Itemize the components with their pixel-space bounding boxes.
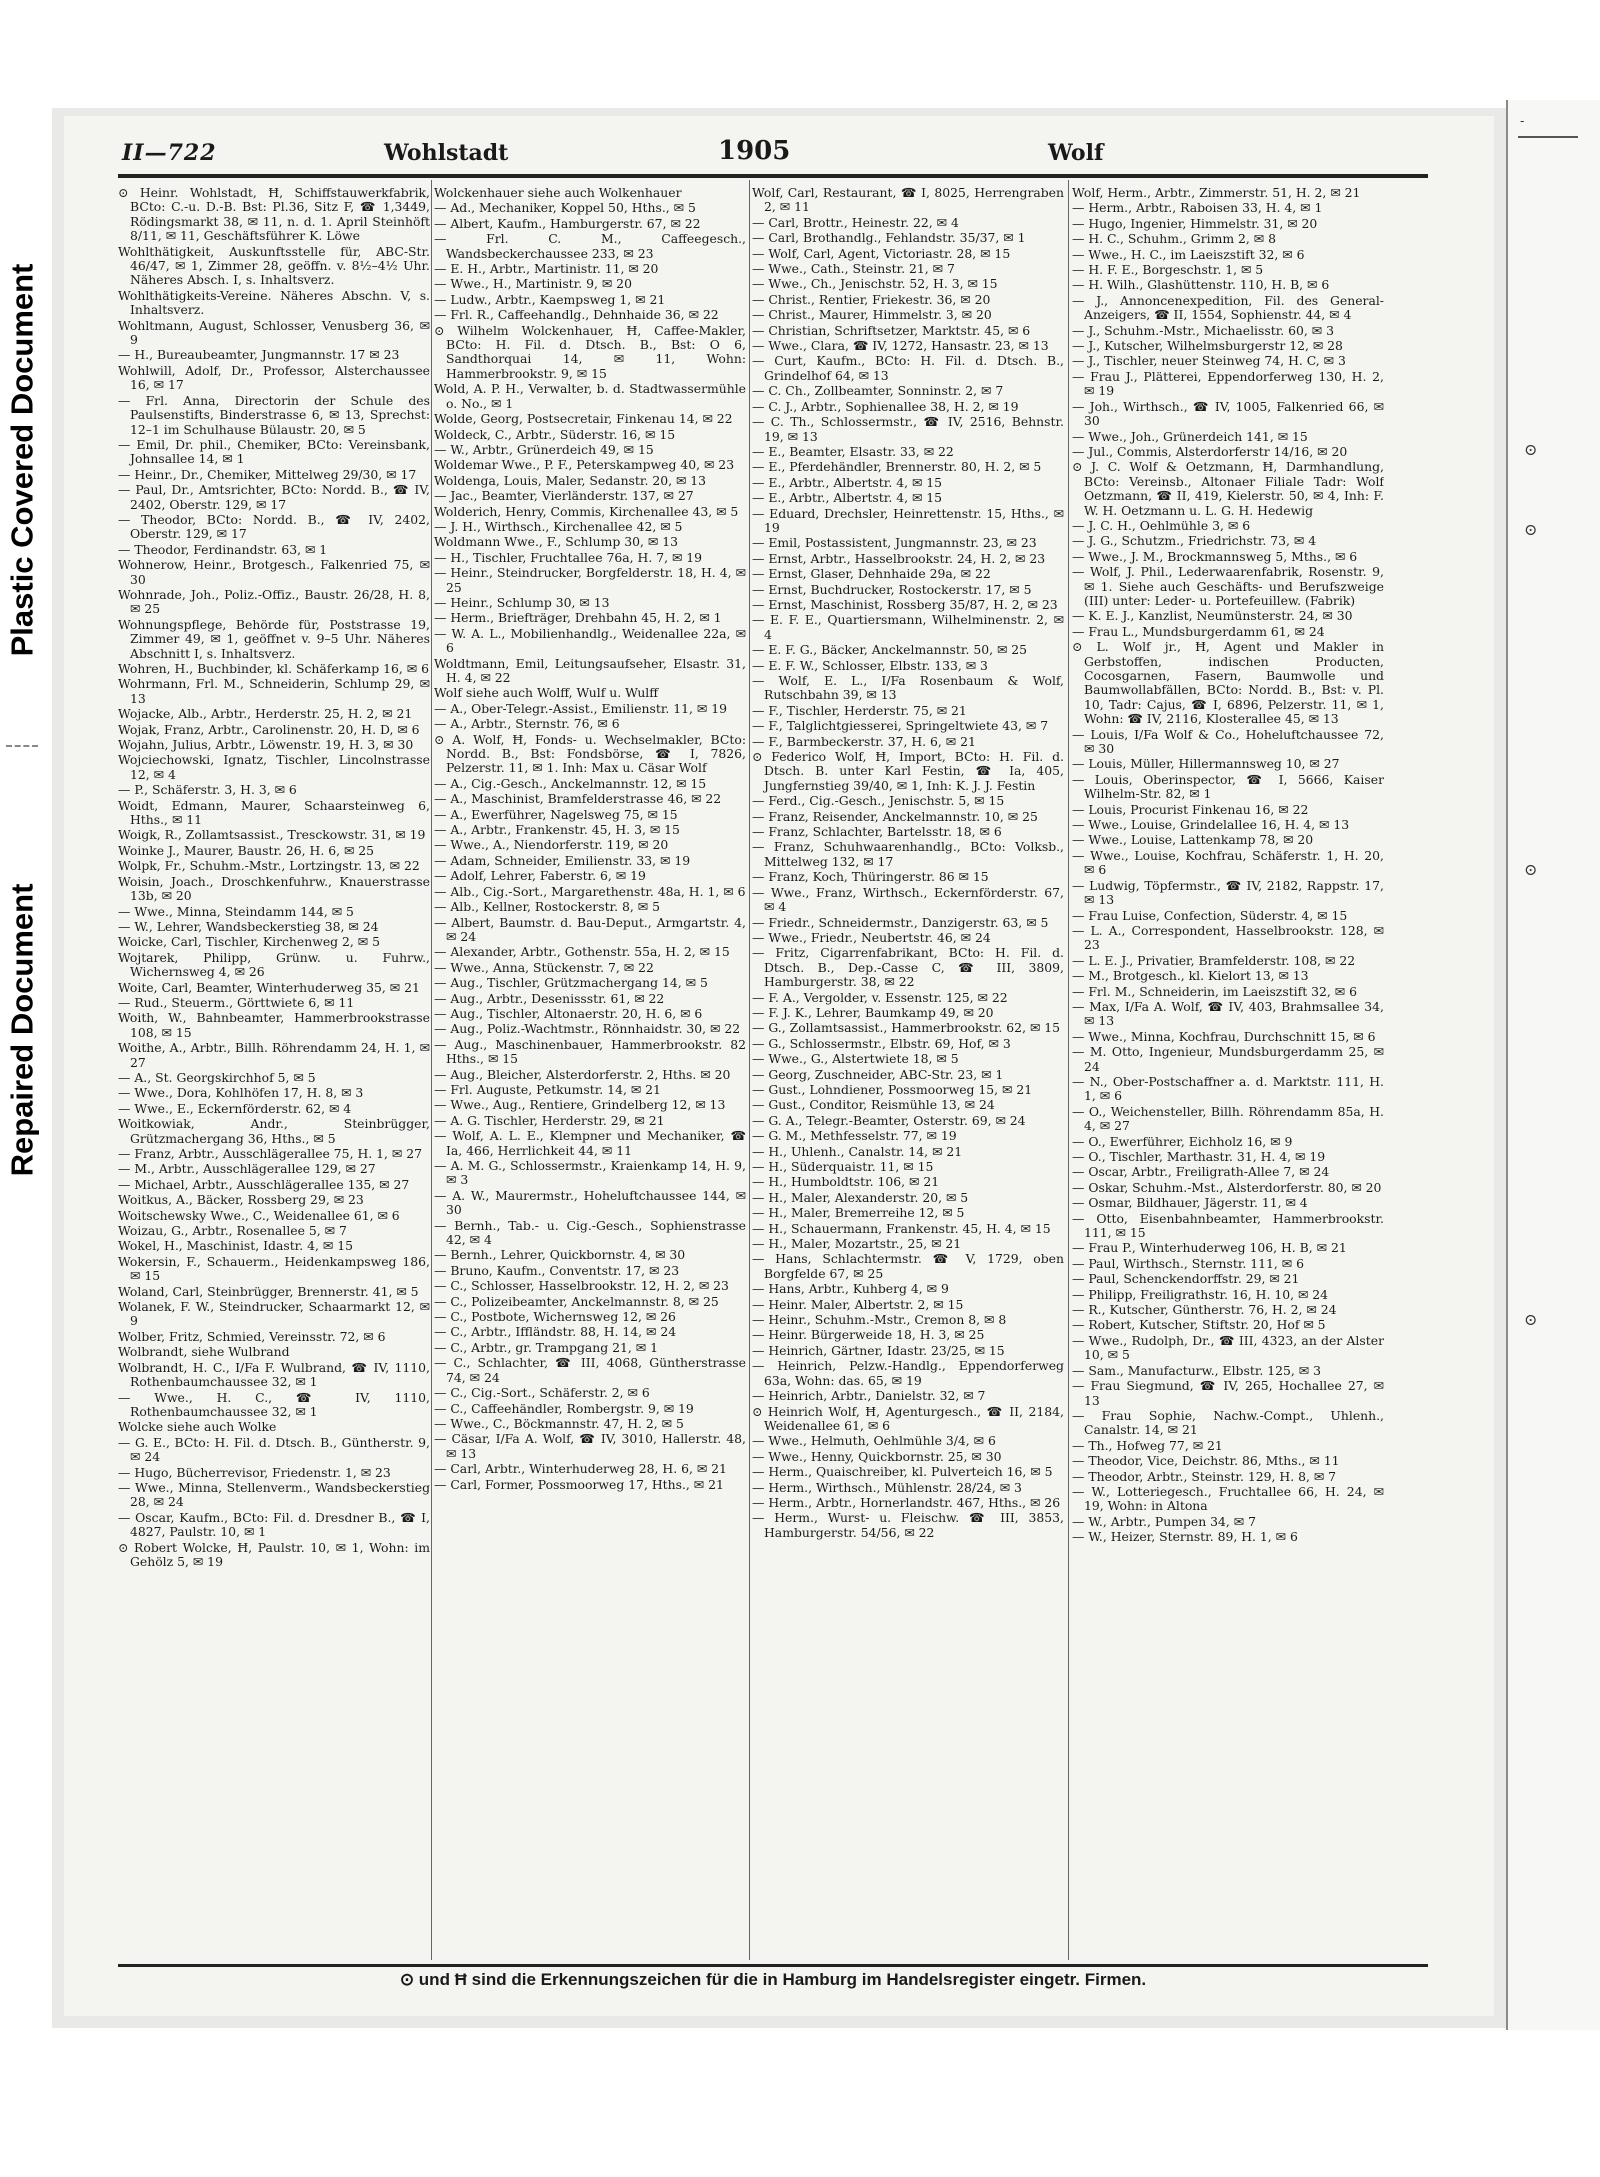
directory-entry: — Wwe., Franz, Wirthsch., Eckernförderstr. 67, ✉ 4 [752,884,1064,915]
directory-entry: — Wwe., J. M., Brockmannsweg 5, Mths., ✉ 6 [1072,548,1358,564]
directory-entry: — Wwe., Ch., Jenischstr. 52, H. 3, ✉ 15 [752,276,998,292]
directory-entry: — Alb., Kellner, Rostockerstr. 8, ✉ 5 [434,899,660,915]
directory-entry: Wohltmann, August, Schlosser, Venusberg 36, ✉ 9 [118,317,430,348]
directory-entry: — Ludw., Arbtr., Kaempsweg 1, ✉ 21 [434,291,666,307]
directory-entry: — Theodor, Ferdinandstr. 63, ✉ 1 [118,541,328,557]
directory-entry: — Michael, Arbtr., Ausschlägerallee 135, ✉ 27 [118,1176,410,1192]
directory-entry: — Wwe., E., Eckernförderstr. 62, ✉ 4 [118,1100,352,1116]
directory-entry: — Albert, Kaufm., Hamburgerstr. 67, ✉ 22 [434,215,701,231]
directory-entry: — C., Postbote, Wichernsweg 12, ✉ 26 [434,1309,676,1325]
directory-entry: Wolpk, Fr., Schuhm.-Mstr., Lortzingstr. 13, ✉ 22 [118,858,420,874]
directory-entry: — Bernh., Tab.- u. Cig.-Gesch., Sophienstrasse 42, ✉ 4 [434,1217,746,1248]
directory-entry: — Wwe., G., Alstertwiete 18, ✉ 5 [752,1051,959,1067]
directory-entry: Wolckenhauer siehe auch Wolkenhauer [434,186,682,200]
directory-entry: Wojtarek, Philipp, Grünw. u. Fuhrw., Wichernsweg 4, ✉ 26 [118,949,430,980]
directory-entry: — Frl. R., Caffeehandlg., Dehnhaide 36, ✉ 22 [434,307,719,323]
directory-entry: — Herm., Arbtr., Raboisen 33, H. 4, ✉ 1 [1072,200,1323,216]
directory-entry: — Aug., Tischler, Grützmachergang 14, ✉ 5 [434,975,708,991]
directory-entry: — J. H., Wirthsch., Kirchenallee 42, ✉ 5 [434,518,683,534]
directory-entry: — Heinr., Steindrucker, Borgfelderstr. 18, H. 4, ✉ 25 [434,565,746,595]
directory-entry: Wokel, H., Maschinist, Idastr. 4, ✉ 15 [118,1238,353,1254]
directory-entry: — C., Schlachter, ☎ III, 4068, Güntherstrasse 74, ✉ 24 [434,1355,746,1385]
directory-entry: — Carl, Arbtr., Winterhuderweg 28, H. 6, ✉ 21 [434,1461,727,1477]
directory-entry: — C., Polizeibeamter, Anckelmannstr. 8, ✉ 25 [434,1293,719,1309]
directory-entry: — Adolf, Lehrer, Faberstr. 6, ✉ 19 [434,868,646,884]
directory-entry: — H., Humboldtstr. 106, ✉ 21 [752,1174,940,1190]
directory-entry: — Louis, I/Fa Wolf & Co., Hoheluftchaussee 72, ✉ 30 [1072,726,1384,757]
directory-entry: Wojak, Franz, Arbtr., Carolinenstr. 20, H. D, ✉ 6 [118,721,420,737]
directory-entry: — Wwe., H. C., im Laeiszstift 32, ✉ 6 [1072,246,1305,262]
directory-entry: Wold, A. P. H., Verwalter, b. d. Stadtwassermühle o. No., ✉ 1 [434,381,746,411]
directory-entry: — Oscar, Kaufm., BCto: Fil. d. Dresdner B., ☎ I, 4827, Paulstr. 10, ✉ 1 [118,1509,430,1540]
directory-entry: — Wwe., Louise, Lattenkamp 78, ✉ 20 [1072,832,1314,848]
directory-entry: — Sam., Manufacturw., Elbstr. 125, ✉ 3 [1072,1362,1321,1378]
directory-entry: — A., Maschinist, Bramfelderstrasse 46, ✉ 22 [434,791,722,807]
directory-entry: — Wwe., Friedr., Neubertstr. 46, ✉ 24 [752,929,991,945]
directory-entry: — E., Beamter, Elsastr. 33, ✉ 22 [752,443,954,459]
directory-entry: — Herm., Arbtr., Hornerlandstr. 467, Hths., ✉ 26 [752,1494,1061,1510]
directory-entry: Wohlwill, Adolf, Dr., Professor, Alsterchaussee 16, ✉ 17 [118,362,430,393]
directory-entry: — G., Zollamtsassist., Hammerbrookstr. 62, ✉ 15 [752,1020,1061,1036]
directory-entry: Wolf, Herm., Arbtr., Zimmerstr. 51, H. 2, ✉ 21 [1072,186,1361,200]
edge-mark: ⊙ [1524,520,1538,539]
directory-entry: ⊙ Wilhelm Wolckenhauer, Ħ, Caffee-Makler, BCto: H. Fil. d. Dtsch. B., Bst: O 6, Sandthorquai 14, ✉ 11, Wohn: Hammerbrookstr. 9, ✉ 15 [434,322,746,381]
directory-entry: — Jul., Commis, Alsterdorferstr 14/16, ✉ 20 [1072,443,1348,459]
directory-entry: Woicke, Carl, Tischler, Kirchenweg 2, ✉ 5 [118,934,380,950]
directory-entry: — N., Ober-Postschaffner a. d. Marktstr. 111, H. 1, ✉ 6 [1072,1073,1384,1104]
column-divider [1068,180,1069,1960]
directory-entry: Woigk, R., Zollamtsassist., Tresckowstr. 31, ✉ 19 [118,827,426,843]
directory-entry: — J. G., Schutzm., Friedrichstr. 73, ✉ 4 [1072,533,1317,549]
directory-entry: Woizau, G., Arbtr., Rosenallee 5, ✉ 7 [118,1223,347,1239]
directory-entry: — Herm., Quaischreiber, kl. Pulverteich 16, ✉ 5 [752,1464,1053,1480]
directory-entry: — Franz, Koch, Thüringerstr. 86 ✉ 15 [752,869,989,885]
directory-entry: — Carl, Former, Possmoorweg 17, Hths., ✉ 21 [434,1476,724,1492]
directory-entry: Woith, W., Bahnbeamter, Hammerbrookstrasse 108, ✉ 15 [118,1010,430,1040]
directory-entry: ⊙ A. Wolf, Ħ, Fonds- u. Wechselmakler, BCto: Nordd. B., Bst: Fondsbörse, ☎ I, 7826, Pelzerstr. 11, ✉ 1. Inh: Max u. Cäsar Wolf [434,731,746,776]
directory-entry: — Louis, Müller, Hillermannsweg 10, ✉ 27 [1072,756,1340,772]
directory-entry: — F., Tischler, Herderstr. 75, ✉ 21 [752,702,967,718]
directory-entry: — H., Tischler, Fruchtallee 76a, H. 7, ✉ 19 [434,549,703,565]
directory-entry: — Franz, Schlachter, Bartelsstr. 18, ✉ 6 [752,824,1002,840]
directory-entry: — Paul, Dr., Amtsrichter, BCto: Nordd. B., ☎ IV, 2402, Oberstr. 129, ✉ 17 [118,482,430,512]
directory-entry: — Ernst, Glaser, Dehnhaide 29a, ✉ 22 [752,566,991,582]
directory-entry: — C. Th., Schlossermstr., ☎ IV, 2516, Behnstr. 19, ✉ 13 [752,414,1064,444]
directory-entry: Wojacke, Alb., Arbtr., Herderstr. 25, H. 2, ✉ 21 [118,706,413,722]
directory-entry: — Franz, Reisender, Anckelmannstr. 10, ✉ 25 [752,808,1038,824]
directory-entry: — Aug., Maschinenbauer, Hammerbrookstr. 82 Hths., ✉ 15 [434,1036,746,1067]
directory-entry: — Carl, Brothandlg., Fehlandstr. 35/37, ✉ 1 [752,230,1026,246]
directory-entry: Woldmann Wwe., F., Schlump 30, ✉ 13 [434,534,678,550]
directory-entry: — Joh., Wirthsch., ☎ IV, 1005, Falkenried 66, ✉ 30 [1072,398,1384,429]
directory-entry: Wolanek, F. W., Steindrucker, Schaarmarkt 12, ✉ 9 [118,1299,430,1329]
directory-entry: — Wwe., Aug., Rentiere, Grindelberg 12, ✉ 13 [434,1097,726,1113]
directory-entry: — Heinrich, Gärtner, Idastr. 23/25, ✉ 15 [752,1342,1005,1358]
directory-entry: — Herm., Briefträger, Drehbahn 45, H. 2, ✉ 1 [434,610,722,626]
directory-entry: — Jac., Beamter, Vierländerstr. 137, ✉ 27 [434,488,694,504]
directory-entry: Wolf, Carl, Restaurant, ☎ I, 8025, Herrengraben 2, ✉ 11 [752,186,1064,215]
directory-entry: ⊙ Heinrich Wolf, Ħ, Agenturgesch., ☎ II, 2184, Weidenallee 61, ✉ 6 [752,1403,1064,1433]
column-divider [749,180,750,1960]
directory-entry: — Wwe., Louise, Grindelallee 16, H. 4, ✉ 13 [1072,817,1350,833]
directory-entry: — Wwe., Dora, Kohlhöfen 17, H. 8, ✉ 3 [118,1085,364,1101]
directory-entry: — H. F. E., Borgeschstr. 1, ✉ 5 [1072,262,1264,278]
directory-entry: — Robert, Kutscher, Stiftstr. 20, Hof ✉ 5 [1072,1317,1326,1333]
directory-entry: — C., Schlosser, Hasselbrookstr. 12, H. 2, ✉ 23 [434,1278,729,1294]
directory-entry: — Frau Luise, Confection, Süderstr. 4, ✉ 15 [1072,907,1348,923]
directory-entry: — Wwe., Helmuth, Oehlmühle 3/4, ✉ 6 [752,1433,996,1449]
directory-entry: — Wolf, A. L. E., Klempner und Mechaniker, ☎ Ia, 466, Herrlichkeit 44, ✉ 11 [434,1128,746,1158]
directory-entry: — W., Lotteriegesch., Fruchtallee 66, H. 24, ✉ 19, Wohn: in Altona [1072,1483,1384,1514]
directory-entry: — A., Arbtr., Frankenstr. 45, H. 3, ✉ 15 [434,822,680,838]
directory-entry: — Heinr., Schuhm.-Mstr., Cremon 8, ✉ 8 [752,1312,1007,1328]
directory-entry: — Oskar, Schuhm.-Mst., Alsterdorferstr. 80, ✉ 20 [1072,1179,1382,1195]
directory-entry: Wohlthätigkeit, Auskunftsstelle für, ABC-Str. 46/47, ✉ 1, Zimmer 28, geöffn. v. 8½–4½ Uhr. Näheres Absch. I, s. Inhaltsverz. [118,243,430,288]
edge-mark: ⊙ [1524,860,1538,879]
edge-mark: ⊙ [1524,1310,1538,1329]
directory-entry: — C., Cig.-Sort., Schäferstr. 2, ✉ 6 [434,1385,650,1401]
directory-entry: — Rud., Steuerm., Görttwiete 6, ✉ 11 [118,994,355,1010]
directory-entry: Woidt, Edmann, Maurer, Schaarsteinweg 6, Hths., ✉ 11 [118,797,430,828]
directory-entry: — C., Caffeehändler, Rombergstr. 9, ✉ 19 [434,1400,694,1416]
page-number: II—722 [122,140,217,166]
directory-entry: — A., Arbtr., Sternstr. 76, ✉ 6 [434,716,620,732]
directory-entry: — Aug., Bleicher, Alsterdorferstr. 2, Hths. ✉ 20 [434,1066,731,1082]
directory-entry: — Wwe., A., Niendorferstr. 119, ✉ 20 [434,837,669,853]
directory-entry: — O., Ewerführer, Eichholz 16, ✉ 9 [1072,1133,1293,1149]
directory-column-3 [752,186,1064,1956]
directory-entry: — Fritz, Cigarrenfabrikant, BCto: H. Fil. d. Dtsch. B., Dep.-Casse C, ☎ III, 3809, Hamburgerstr. 38, ✉ 22 [752,945,1064,990]
directory-entry: — M., Brotgesch., kl. Kielort 13, ✉ 13 [1072,968,1309,984]
directory-entry: — Wwe., C., Böckmannstr. 47, H. 2, ✉ 5 [434,1415,684,1431]
directory-entry: Wojciechowski, Ignatz, Tischler, Lincolnstrasse 12, ✉ 4 [118,752,430,782]
label-separator [6,745,38,747]
directory-entry: — R., Kutscher, Güntherstr. 76, H. 2, ✉ 24 [1072,1302,1337,1318]
directory-entry: Wolber, Fritz, Schmied, Vereinsstr. 72, ✉ 6 [118,1328,386,1344]
directory-entry: — Frl. M., Schneiderin, im Laeiszstift 32, ✉ 6 [1072,983,1357,999]
directory-entry: Wolbrandt, siehe Wulbrand [118,1344,290,1360]
directory-entry: — Wwe., Henny, Quickbornstr. 25, ✉ 30 [752,1448,1002,1464]
directory-entry: — Gust., Conditor, Reismühle 13, ✉ 24 [752,1097,995,1113]
directory-entry: — Frau Siegmund, ☎ IV, 265, Hochallee 27, ✉ 13 [1072,1378,1384,1408]
directory-entry: — Emil, Postassistent, Jungmannstr. 23, ✉ 23 [752,535,1037,551]
directory-entry: — G., Schlossermstr., Elbstr. 69, Hof, ✉ 3 [752,1035,1011,1051]
header-rule [118,174,1428,178]
directory-entry: Woldemar Wwe., P. F., Peterskampweg 40, ✉ 23 [434,457,735,473]
directory-entry: — M., Arbtr., Ausschlägerallee 129, ✉ 27 [118,1161,376,1177]
directory-entry: — Eduard, Drechsler, Heinrettenstr. 15, Hths., ✉ 19 [752,505,1064,535]
directory-entry: Wohnerow, Heinr., Brotgesch., Falkenried 75, ✉ 30 [118,557,430,587]
directory-entry: — Christ., Maurer, Himmelstr. 3, ✉ 20 [752,307,992,323]
directory-entry: — F., Talglichtgiesserei, Springeltwiete 43, ✉ 7 [752,718,1049,734]
directory-entry: Woite, Carl, Beamter, Winterhuderweg 35, ✉ 21 [118,979,420,995]
directory-entry: — E. F. G., Bäcker, Anckelmannstr. 50, ✉ 25 [752,642,1028,658]
directory-entry: — E. F. W., Schlosser, Elbstr. 133, ✉ 3 [752,657,988,673]
directory-entry: — Wwe., Anna, Stückenstr. 7, ✉ 22 [434,959,654,975]
directory-entry: — J., Schuhm.-Mstr., Michaelisstr. 60, ✉ 3 [1072,322,1334,338]
directory-entry: — H., Uhlenh., Canalstr. 14, ✉ 21 [752,1143,963,1159]
directory-entry: — E., Arbtr., Albertstr. 4, ✉ 15 [752,490,943,506]
directory-entry: — Bruno, Kaufm., Conventstr. 17, ✉ 23 [434,1262,680,1278]
directory-entry: — Aug., Poliz.-Wachtmstr., Rönnhaidstr. 30, ✉ 22 [434,1021,741,1037]
edge-mark: ⊙ [1524,440,1538,459]
directory-entry: Wohnungspflege, Behörde für, Poststrasse 19, Zimmer 49, ✉ 1, geöffnet v. 9–5 Uhr. Näheres Abschnitt I, s. Inhaltsverz. [118,616,430,661]
directory-entry: — G. M., Methfesselstr. 77, ✉ 19 [752,1128,957,1144]
directory-entry: — H. Wilh., Glashüttenstr. 110, H. B, ✉ 6 [1072,277,1330,293]
directory-entry: — Heinr., Schlump 30, ✉ 13 [434,594,610,610]
directory-entry: — Wwe., Rudolph, Dr., ☎ III, 4323, an der Alster 10, ✉ 5 [1072,1332,1384,1363]
directory-entry: — C., Arbtr., gr. Trampgang 21, ✉ 1 [434,1339,658,1355]
directory-entry: — A., Ober-Telegr.-Assist., Emilienstr. 11, ✉ 19 [434,700,728,716]
directory-entry: — Franz, Schuhwaarenhandlg., BCto: Volksb., Mittelweg 132, ✉ 17 [752,839,1064,869]
directory-entry: — Gust., Lohndiener, Possmoorweg 15, ✉ 21 [752,1081,1033,1097]
directory-entry: Wolde, Georg, Postsecretair, Finkenau 14, ✉ 22 [434,411,733,427]
directory-entry: — Wolf, E. L., I/Fa Rosenbaum & Wolf, Rutschbahn 39, ✉ 13 [752,673,1064,703]
directory-entry: — Oscar, Arbtr., Freiligrath-Allee 7, ✉ 24 [1072,1164,1330,1180]
directory-entry: — Heinr. Bürgerweide 18, H. 3, ✉ 25 [752,1327,985,1343]
directory-column-4 [1072,186,1384,1956]
directory-entry: — Philipp, Freiligrathstr. 16, H. 10, ✉ 24 [1072,1286,1329,1302]
directory-entry: — G. A., Telegr.-Beamter, Osterstr. 69, ✉ 24 [752,1112,1026,1128]
directory-entry: — Wwe., Cath., Steinstr. 21, ✉ 7 [752,261,955,277]
directory-entry: Woitkowiak, Andr., Steinbrügger, Grützmachergang 36, Hths., ✉ 5 [118,1116,430,1146]
directory-entry: — Herm., Wirthsch., Mühlenstr. 28/24, ✉ 3 [752,1479,1022,1495]
directory-entry: — M. Otto, Ingenieur, Mundsburgerdamm 25, ✉ 24 [1072,1044,1384,1074]
directory-entry: — Frau L., Mundsburgerdamm 61, ✉ 24 [1072,623,1325,639]
directory-entry: — H., Süderquaistr. 11, ✉ 15 [752,1159,934,1174]
directory-entry: — Wwe., Minna, Kochfrau, Durchschnitt 15, ✉ 6 [1072,1028,1376,1044]
directory-entry: — O., Tischler, Marthastr. 31, H. 4, ✉ 19 [1072,1149,1326,1164]
directory-entry: — Ernst, Buchdrucker, Rostockerstr. 17, ✉ 5 [752,581,1032,597]
directory-entry: — Hugo, Ingenier, Himmelstr. 31, ✉ 20 [1072,215,1318,231]
header-first-name: Wohlstadt [384,140,509,166]
directory-entry: — A. G. Tischler, Herderstr. 29, ✉ 21 [434,1112,665,1128]
directory-entry: — A. M. G., Schlossermstr., Kraienkamp 14, H. 9, ✉ 3 [434,1158,746,1188]
directory-entry: — Wwe., Minna, Steindamm 144, ✉ 5 [118,903,354,919]
column-divider [431,180,432,1960]
directory-entry: — A. W., Maurermstr., Hoheluftchaussee 144, ✉ 30 [434,1187,746,1218]
directory-entry: — K. E. J., Kanzlist, Neumünsterstr. 24, ✉ 30 [1072,608,1353,624]
directory-entry: Wolderich, Henry, Commis, Kirchenallee 43, ✉ 5 [434,503,739,519]
directory-entry: — Christ., Rentier, Friekestr. 36, ✉ 20 [752,291,991,307]
directory-entry: — W., Heizer, Sternstr. 89, H. 1, ✉ 6 [1072,1529,1298,1545]
directory-entry: — Albert, Baumstr. d. Bau-Deput., Armgartstr. 4, ✉ 24 [434,914,746,944]
directory-entry: Woitschewsky Wwe., C., Weidenallee 61, ✉ 6 [118,1207,400,1223]
directory-entry: ⊙ Robert Wolcke, Ħ, Paulstr. 10, ✉ 1, Wohn: im Gehölz 5, ✉ 19 [118,1539,430,1569]
directory-entry: — Frau Sophie, Nachw.-Compt., Uhlenh., Canalstr. 14, ✉ 21 [1072,1407,1384,1438]
directory-entry: — Carl, Brottr., Heinestr. 22, ✉ 4 [752,214,959,230]
directory-entry: — Aug., Tischler, Altonaerstr. 20, H. 6, ✉ 6 [434,1005,703,1021]
directory-entry: — Heinrich, Arbtr., Danielstr. 32, ✉ 7 [752,1388,986,1404]
directory-column-2 [434,186,746,1956]
directory-entry: — E. F. E., Quartiersmann, Wilhelminenstr. 2, ✉ 4 [752,612,1064,642]
directory-entry: ⊙ Federico Wolf, Ħ, Import, BCto: H. Fil. d. Dtsch. B. unter Karl Festin, ☎ Ia, 405, Jungfernstieg 39/40, ✉ 1, Inh: K. J. J. Festin [752,749,1064,793]
repaired-document-label: Repaired Document [4,883,39,1177]
directory-entry: ⊙ Heinr. Wohlstadt, Ħ, Schiffstauwerkfabrik, BCto: C.-u. D.-B. Bst: Pl.36, Sitz F, ☎ 1,3449, Rödingsmarkt 38, ✉ 11, n. d. 1. April Steinhöft 8/11, ✉ 11, Geschäftsführer K. Löwe [118,186,430,244]
directory-entry: — Wwe., H., Martinistr. 9, ✉ 20 [434,276,632,292]
directory-entry: Woithe, A., Arbtr., Billh. Röhrendamm 24, H. 1, ✉ 27 [118,1040,430,1070]
directory-entry: ⊙ L. Wolf jr., Ħ, Agent und Makler in Gerbstoffen, indischen Producten, Cocosgarnen, Fasern, Baumwolle und Baumwollabfällen, BCto: Nordd. B., Bst: v. Pl. 10, Tadr: Cajus, ☎ I, 6896, Pelzerstr. 11, ✉ 1, Wohn: ☎ IV, 2116, Klosterallee 45, ✉ 13 [1072,639,1384,727]
directory-entry: — Frau J., Plätterei, Eppendorferweg 130, H. 2, ✉ 19 [1072,368,1384,399]
directory-entry: — Hans, Arbtr., Kuhberg 4, ✉ 9 [752,1281,949,1297]
directory-entry: — J. C. H., Oehlmühle 3, ✉ 6 [1072,517,1251,533]
directory-entry: — Wolf, J. Phil., Lederwaarenfabrik, Rosenstr. 9, ✉ 1. Siehe auch Geschäfts- und Berufszweige (III) unter: Leder- u. Portefeuillew. (Fabrik) [1072,564,1384,608]
directory-entry: — Christian, Schriftsetzer, Marktstr. 45, ✉ 6 [752,322,1031,338]
directory-entry: Wohren, H., Buchbinder, kl. Schäferkamp 16, ✉ 6 [118,661,429,676]
edge-fragment: - [1520,114,1525,129]
directory-entry: Woinke J., Maurer, Baustr. 26, H. 6, ✉ 25 [118,842,375,858]
directory-entry: — C. J., Arbtr., Sophienallee 38, H. 2, ✉ 19 [752,398,1019,414]
directory-entry: — Heinr. Maler, Albertstr. 2, ✉ 15 [752,1296,964,1312]
directory-entry: ⊙ J. C. Wolf & Oetzmann, Ħ, Darmhandlung, BCto: Vereinsb., Altonaer Filiale Tadr: Wolf Oetzmann, ☎ II, 419, Kielerstr. 50, ✉ 4, Inh: F. W. H. Oetzmann u. L. G. H. Hedewig [1072,459,1384,518]
directory-entry: — Theodor, BCto: Nordd. B., ☎ IV, 2402, Oberstr. 129, ✉ 17 [118,511,430,542]
directory-entry: — J., Annoncenexpedition, Fil. des General-Anzeigers, ☎ II, 1554, Sophienstr. 44, ✉ 4 [1072,292,1384,323]
directory-entry: — E., Arbtr., Albertstr. 4, ✉ 15 [752,474,943,490]
page-header [70,136,1460,172]
directory-entry: — Wwe., Minna, Stellenverm., Wandsbeckerstieg 28, ✉ 24 [118,1479,430,1510]
directory-entry: — J., Kutscher, Wilhelmsburgerstr 12, ✉ 28 [1072,338,1343,354]
directory-entry: — Aug., Arbtr., Desenissstr. 61, ✉ 22 [434,990,665,1006]
directory-entry: — H., Maler, Mozartstr., 25, ✉ 21 [752,1236,962,1252]
edge-rule [1518,136,1578,138]
directory-column-1 [118,186,430,1956]
directory-entry: Wolf siehe auch Wolff, Wulf u. Wulff [434,685,659,701]
directory-entry: — E., Pferdehändler, Brennerstr. 80, H. 2, ✉ 5 [752,459,1042,475]
directory-entry: Woitkus, A., Bäcker, Rossberg 29, ✉ 23 [118,1192,364,1208]
directory-entry: — Heinrich, Pelzw.-Handlg., Eppendorferweg 63a, Wohn: das. 65, ✉ 19 [752,1358,1064,1388]
directory-entry: Wohlthätigkeits-Vereine. Näheres Abschn. V, s. Inhaltsverz. [118,287,430,318]
directory-entry: — Alb., Cig.-Sort., Margarethenstr. 48a, H. 1, ✉ 6 [434,883,746,899]
directory-entry: — Louis, Procurist Finkenau 16, ✉ 22 [1072,801,1309,817]
directory-entry: Wojahn, Julius, Arbtr., Löwenstr. 19, H. 3, ✉ 30 [118,737,414,753]
directory-entry: — Frl. C. M., Caffeegesch., Wandsbeckerchaussee 233, ✉ 23 [434,231,746,261]
directory-entry: — Frau P., Winterhuderweg 106, H. B, ✉ 21 [1072,1240,1347,1256]
directory-entry: — Ferd., Cig.-Gesch., Jenischstr. 5, ✉ 15 [752,793,1005,809]
directory-entry: — Osmar, Bildhauer, Jägerstr. 11, ✉ 4 [1072,1195,1308,1211]
directory-entry: — H. C., Schuhm., Grimm 2, ✉ 8 [1072,231,1276,247]
directory-entry: Woldeck, C., Arbtr., Süderstr. 16, ✉ 15 [434,426,676,442]
next-page-edge [1506,100,1600,2030]
directory-entry: — Georg, Zuschneider, ABC-Str. 23, ✉ 1 [752,1066,1004,1082]
directory-entry: Wohnrade, Joh., Poliz.-Offiz., Baustr. 26/28, H. 8, ✉ 25 [118,586,430,617]
directory-entry: Woisin, Joach., Droschkenfuhrw., Knauerstrasse 13b, ✉ 20 [118,873,430,904]
header-year: 1905 [718,136,791,166]
directory-entry: — Herm., Wurst- u. Fleischw. ☎ III, 3853, Hamburgerstr. 54/56, ✉ 22 [752,1510,1064,1540]
directory-entry: — Wwe., Louise, Kochfrau, Schäferstr. 1, H. 20, ✉ 6 [1072,847,1384,878]
plastic-covered-label: Plastic Covered Document [4,263,40,657]
directory-entry: — Frl. Anna, Directorin der Schule des Paulsenstifts, Binderstrasse 6, ✉ 13, Sprechst: 12–1 im Schulhause Bülaustr. 20, ✉ 5 [118,392,430,437]
directory-entry: — Cäsar, I/Fa A. Wolf, ☎ IV, 3010, Hallerstr. 48, ✉ 13 [434,1431,746,1461]
directory-entry: — Theodor, Vice, Deichstr. 86, Mths., ✉ 11 [1072,1453,1340,1469]
directory-entry: — Ernst, Maschinist, Rossberg 35/87, H. 2, ✉ 23 [752,596,1058,612]
directory-entry: — Otto, Eisenbahnbeamter, Hammerbrookstr. 111, ✉ 15 [1072,1210,1384,1241]
footer-rule [118,1964,1428,1967]
directory-entry: — E. H., Arbtr., Martinistr. 11, ✉ 20 [434,261,659,277]
directory-entry: — P., Schäferstr. 3, H. 3, ✉ 6 [118,782,297,798]
header-last-name: Wolf [1048,140,1104,166]
directory-entry: — Wwe., H. C., ☎ IV, 1110, Rothenbaumchaussee 32, ✉ 1 [118,1389,430,1419]
directory-entry: — W., Arbtr., Grünerdeich 49, ✉ 15 [434,441,654,457]
directory-entry: — Th., Hofweg 77, ✉ 21 [1072,1437,1223,1453]
directory-entry: — W., Lehrer, Wandsbeckerstieg 38, ✉ 24 [118,918,379,934]
directory-entry: Woldenga, Louis, Maler, Sedanstr. 20, ✉ 13 [434,472,707,488]
directory-entry: — L. E. J., Privatier, Bramfelderstr. 108, ✉ 22 [1072,952,1356,968]
directory-entry: — Wwe., Clara, ☎ IV, 1272, Hansastr. 23, ✉ 13 [752,338,1049,354]
directory-entry: Woland, Carl, Steinbrügger, Brennerstr. 41, ✉ 5 [118,1283,419,1299]
directory-entry: — A., St. Georgskirchhof 5, ✉ 5 [118,1069,316,1085]
directory-entry: — Ad., Mechaniker, Koppel 50, Hths., ✉ 5 [434,200,696,216]
directory-entry: — A., Cig.-Gesch., Anckelmannstr. 12, ✉ 15 [434,775,707,791]
directory-entry: — Bernh., Lehrer, Quickbornstr. 4, ✉ 30 [434,1247,686,1263]
directory-entry: — Wwe., Joh., Grünerdeich 141, ✉ 15 [1072,428,1308,444]
directory-entry: — Wolf, Carl, Agent, Victoriastr. 28, ✉ 15 [752,245,1011,261]
directory-entry: — Ernst, Arbtr., Hasselbrookstr. 24, H. 2, ✉ 23 [752,550,1046,566]
directory-entry: — Paul, Schenckendorffstr. 29, ✉ 21 [1072,1271,1300,1287]
directory-entry: — Theodor, Arbtr., Steinstr. 129, H. 8, ✉ 7 [1072,1468,1337,1484]
directory-entry: — Heinr., Dr., Chemiker, Mittelweg 29/30, ✉ 17 [118,466,417,482]
directory-entry: — Emil, Dr. phil., Chemiker, BCto: Vereinsbank, Johnsallee 14, ✉ 1 [118,436,430,467]
directory-entry: — Friedr., Schneidermstr., Danzigerstr. 63, ✉ 5 [752,914,1049,930]
directory-entry: — Hugo, Bücherrevisor, Friedenstr. 1, ✉ 23 [118,1464,391,1480]
directory-entry: Woldtmann, Emil, Leitungsaufseher, Elsastr. 31, H. 4, ✉ 22 [434,655,746,685]
directory-entry: — A., Ewerführer, Nagelsweg 75, ✉ 15 [434,806,678,822]
directory-entry: — H., Schauermann, Frankenstr. 45, H. 4, ✉ 15 [752,1220,1051,1236]
directory-entry: Wokersin, F., Schauerm., Heidenkampsweg 186, ✉ 15 [118,1253,430,1284]
directory-entry: — H., Maler, Bremerreihe 12, ✉ 5 [752,1205,965,1221]
directory-entry: — F., Barmbeckerstr. 37, H. 6, ✉ 21 [752,733,976,749]
directory-entry: — C., Arbtr., Iffländstr. 88, H. 14, ✉ 24 [434,1324,677,1340]
directory-entry: — Franz, Arbtr., Ausschlägerallee 75, H. 1, ✉ 27 [118,1146,422,1161]
directory-entry: — H., Bureaubeamter, Jungmannstr. 17 ✉ 23 [118,347,400,363]
directory-entry: — W. A. L., Mobilienhandlg., Weidenallee 22a, ✉ 6 [434,625,746,656]
directory-entry: — C. Ch., Zollbeamter, Sonninstr. 2, ✉ 7 [752,383,1004,399]
directory-entry: — Frl. Auguste, Petkumstr. 14, ✉ 21 [434,1081,661,1097]
directory-entry: — W., Arbtr., Pumpen 34, ✉ 7 [1072,1513,1256,1529]
directory-entry: — Alexander, Arbtr., Gothenstr. 55a, H. 2, ✉ 15 [434,944,730,960]
directory-entry: Wolcke siehe auch Wolke [118,1419,277,1435]
directory-entry: — O., Weichensteller, Billh. Röhrendamm 85a, H. 4, ✉ 27 [1072,1103,1384,1134]
directory-entry: Wohrmann, Frl. M., Schneiderin, Schlump 29, ✉ 13 [118,676,430,706]
directory-entry: — Ludwig, Töpfermstr., ☎ IV, 2182, Rappstr. 17, ✉ 13 [1072,877,1384,908]
directory-entry: — Curt, Kaufm., BCto: H. Fil. d. Dtsch. B., Grindelhof 64, ✉ 13 [752,353,1064,383]
directory-entry: — F. J. K., Lehrer, Baumkamp 49, ✉ 20 [752,1004,994,1020]
directory-entry: — L. A., Correspondent, Hasselbrookstr. 128, ✉ 23 [1072,922,1384,953]
directory-entry: — Paul, Wirthsch., Sternstr. 111, ✉ 6 [1072,1255,1304,1271]
directory-entry: — Louis, Oberinspector, ☎ I, 5666, Kaiser Wilhelm-Str. 82, ✉ 1 [1072,771,1384,802]
directory-entry: — G. E., BCto: H. Fil. d. Dtsch. B., Güntherstr. 9, ✉ 24 [118,1434,430,1465]
directory-entry: — F. A., Vergolder, v. Essenstr. 125, ✉ 22 [752,989,1008,1005]
directory-entry: — H., Maler, Alexanderstr. 20, ✉ 5 [752,1189,969,1205]
directory-entry: — J., Tischler, neuer Steinweg 74, H. C, ✉ 3 [1072,353,1346,369]
directory-entry: — Hans, Schlachtermstr. ☎ V, 1729, oben Borgfelde 67, ✉ 25 [752,1251,1064,1281]
directory-entry: — Max, I/Fa A. Wolf, ☎ IV, 403, Brahmsallee 34, ✉ 13 [1072,998,1384,1029]
directory-entry: — Adam, Schneider, Emilienstr. 33, ✉ 19 [434,852,691,868]
directory-entry: Wolbrandt, H. C., I/Fa F. Wulbrand, ☎ IV, 1110, Rothenbaumchaussee 32, ✉ 1 [118,1359,430,1390]
footer-note: ⊙ und Ħ sind die Erkennungszeichen für die in Hamburg im Handelsregister eingetr. Firmen. [399,1970,1147,1989]
